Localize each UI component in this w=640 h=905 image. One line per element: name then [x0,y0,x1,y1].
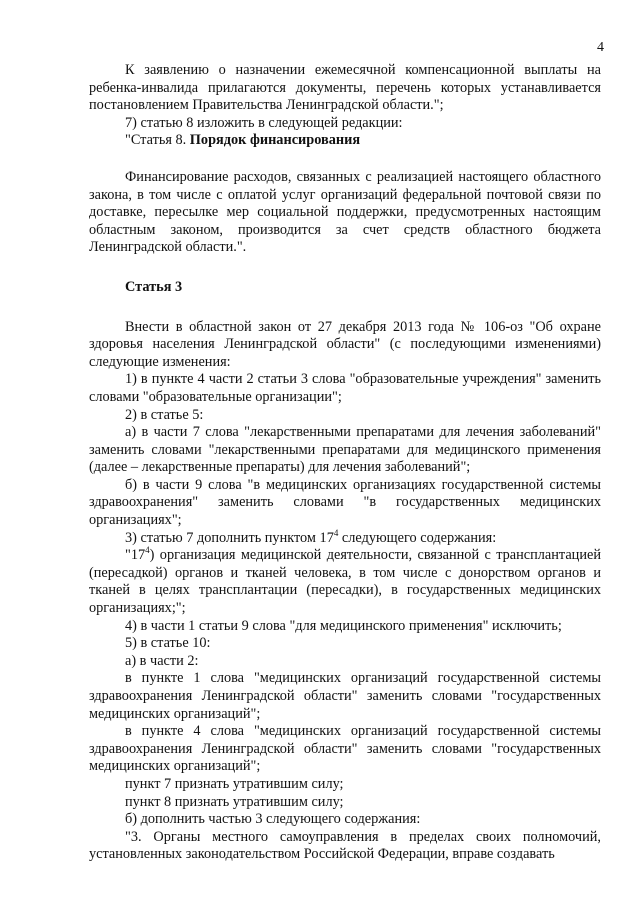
paragraph-item-7: 7) статью 8 изложить в следующей редакции: [125,114,403,131]
paragraph-item-1: 1) в пункте 4 части 2 статьи 3 слова "образовательные учреждения" заменить словами "образовательные организации"; [89,371,601,405]
paragraph-item-3 [89,527,601,548]
paragraph-point-1: в пункте 1 слова "медицинских организаций государственной системы здравоохранения Ленинградской области" заменить словами "государственных медицинских организаций"; [89,670,601,722]
paragraph-attachment-docs: К заявлению о назначении ежемесячной компенсационной выплаты на ребенка-инвалида прилагаются документы, перечень которых устанавливается постановлением Правительства Ленинградской области."; [89,62,601,114]
item-3-superscript: 4 [333,527,339,538]
article-3-heading: Статья 3 [125,278,183,295]
paragraph-item-4: 4) в части 1 статьи 9 слова "для медицинского применения" исключить; [125,617,562,634]
article-8-title: Порядок финансирования [189,132,361,149]
item-3-text-before: 3) статью 7 дополнить пунктом 17 [125,529,334,546]
paragraph-financing: Финансирование расходов, связанных с реализацией настоящего областного закона, в том числе с оплатой услуг организаций федеральной почтовой связи по доставке, пересылке мер социальной поддержки, предусмотренных настоящим областным законом, производится за счет средств областного бюджета Ленинградской области.". [89,168,601,256]
item-17-4-text-after: ) организация медицинской деятельности, связанной с трансплантацией (пересадкой) органов и тканей человека, в том числе с донорством органов и тканей в целях трансплантации (пересадки), в государственных медицинских организациях;"; [89,547,601,617]
paragraph-amend-law: Внести в областной закон от 27 декабря 2013 года № 106-оз "Об охране здоровья населения Ленинградской области" (с последующими изменениями) следующие изменения: [89,318,601,370]
item-17-4-superscript: 4 [145,545,150,556]
page-number: 4 [597,40,604,55]
item-17-4-text-before: "17 [125,547,146,564]
paragraph-point-4: в пункте 4 слова "медицинских организаций государственной системы здравоохранения Ленинградской области" заменить словами "государственных медицинских организаций"; [89,723,601,775]
paragraph-item-5b: б) дополнить частью 3 следующего содержания: [125,811,421,828]
article-8-prefix: "Статья 8. [125,132,190,149]
paragraph-item-2a: а) в части 7 слова "лекарственными препаратами для лечения заболеваний" заменить словами "лекарственными препаратами для медицинского применения (далее – лекарственные препараты) для лечения заболеваний"; [89,424,601,476]
article-8-heading [89,132,601,150]
paragraph-point-7: пункт 7 признать утратившим силу; [125,775,344,792]
paragraph-item-2b: б) в части 9 слова "в медицинских организациях государственной системы здравоохранения" заменить словами "в государственных медицинских организациях"; [89,476,601,529]
document-body [89,62,601,864]
paragraph-part-3: "3. Органы местного самоуправления в пределах своих полномочий, установленных законодательством Российской Федерации, вправе создавать [89,828,601,863]
paragraph-item-17-4 [89,547,601,617]
paragraph-item-5: 5) в статье 10: [125,635,211,652]
paragraph-point-8: пункт 8 признать утратившим силу; [125,793,344,810]
paragraph-item-5a: а) в части 2: [125,652,199,669]
paragraph-item-2: 2) в статье 5: [125,406,204,423]
item-3-text-after: следующего содержания: [338,529,497,546]
